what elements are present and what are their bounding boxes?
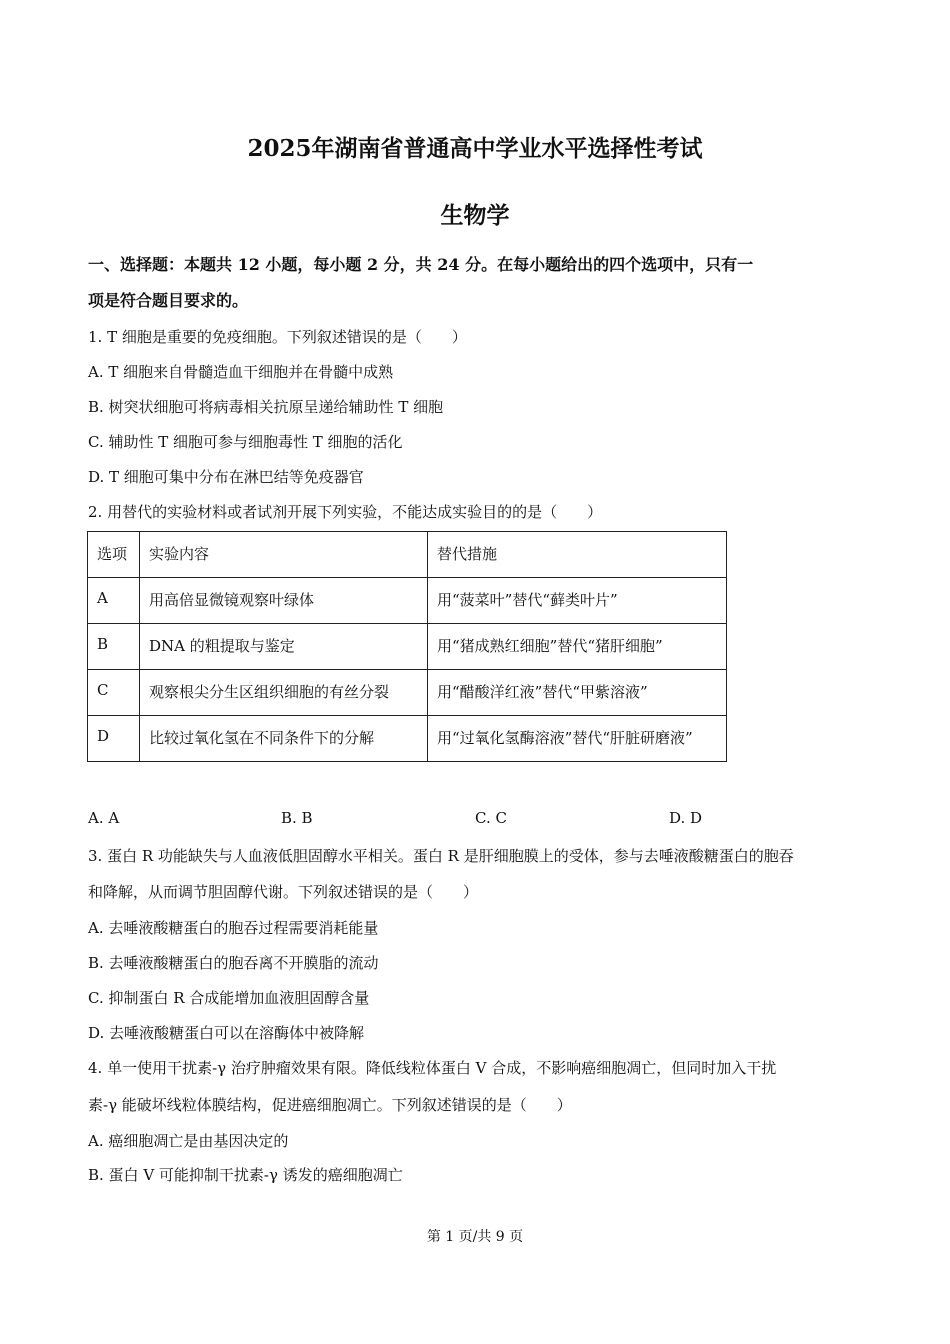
table-cell: 观察根尖分生区组织细胞的有丝分裂: [140, 670, 428, 716]
section-heading-line2: 项是符合题目要求的。: [88, 291, 249, 310]
q3-option-a: A. 去唾液酸糖蛋白的胞吞过程需要消耗能量: [88, 919, 379, 937]
q1-option-a: A. T 细胞来自骨髓造血干细胞并在骨髓中成熟: [88, 363, 394, 381]
q4-stem-line1: 4. 单一使用干扰素-γ 治疗肿瘤效果有限。降低线粒体蛋白 V 合成，不影响癌细胞凋亡，但同时加入干扰: [88, 1059, 777, 1077]
table-header-row: [88, 532, 727, 578]
section-heading-line1: 一、选择题：本题共 12 小题，每小题 2 分，共 24 分。在每小题给出的四个选项中，只有一: [88, 255, 754, 274]
q4-option-a: A. 癌细胞凋亡是由基因决定的: [88, 1132, 289, 1150]
table-cell: 用“菠菜叶”替代“藓类叶片”: [428, 578, 727, 624]
table-cell: 用高倍显微镜观察叶绿体: [140, 578, 428, 624]
table-cell: B: [88, 624, 140, 670]
q3-option-b: B. 去唾液酸糖蛋白的胞吞离不开膜脂的流动: [88, 954, 379, 972]
q1-option-c: C. 辅助性 T 细胞可参与细胞毒性 T 细胞的活化: [88, 433, 403, 451]
q3-stem-line1: 3. 蛋白 R 功能缺失与人血液低胆固醇水平相关。蛋白 R 是肝细胞膜上的受体，参与去唾液酸糖蛋白的胞吞: [88, 847, 794, 865]
q1-option-d: D. T 细胞可集中分布在淋巴结等免疫器官: [88, 468, 364, 486]
q3-option-d: D. 去唾液酸糖蛋白可以在溶酶体中被降解: [88, 1024, 365, 1042]
table-cell: A: [88, 578, 140, 624]
q2-stem: 2. 用替代的实验材料或者试剂开展下列实验，不能达成实验目的的是（ ）: [88, 503, 603, 521]
exam-title: 2025年湖南省普通高中学业水平选择性考试: [247, 135, 703, 162]
table-row: [88, 716, 727, 762]
q3-option-c: C. 抑制蛋白 R 合成能增加血液胆固醇含量: [88, 989, 370, 1007]
q2-answer-c: C. C: [475, 809, 507, 827]
table-cell: C: [88, 670, 140, 716]
table-header-cell: 替代措施: [428, 532, 727, 578]
q4-option-b: B. 蛋白 V 可能抑制干扰素-γ 诱发的癌细胞凋亡: [88, 1166, 403, 1184]
q3-stem-line2: 和降解，从而调节胆固醇代谢。下列叙述错误的是（ ）: [88, 883, 479, 901]
q2-answer-b: B. B: [281, 809, 313, 827]
table-header-cell: 实验内容: [140, 532, 428, 578]
table-row: [88, 624, 727, 670]
q2-answer-a: A. A: [88, 809, 120, 827]
q1-option-b: B. 树突状细胞可将病毒相关抗原呈递给辅助性 T 细胞: [88, 398, 444, 416]
table-cell: 用“醋酸洋红液”替代“甲紫溶液”: [428, 670, 727, 716]
table-cell: 比较过氧化氢在不同条件下的分解: [140, 716, 428, 762]
table-cell: 用“猪成熟红细胞”替代“猪肝细胞”: [428, 624, 727, 670]
table-header-cell: 选项: [88, 532, 140, 578]
subject-title: 生物学: [440, 202, 510, 229]
table-cell: 用“过氧化氢酶溶液”替代“肝脏研磨液”: [428, 716, 727, 762]
q2-answer-d: D. D: [669, 809, 703, 827]
table-cell: DNA 的粗提取与鉴定: [140, 624, 428, 670]
page-footer: 第 1 页/共 9 页: [426, 1229, 524, 1245]
table-row: [88, 578, 727, 624]
table-cell: D: [88, 716, 140, 762]
q4-stem-line2: 素-γ 能破坏线粒体膜结构，促进癌细胞凋亡。下列叙述错误的是（ ）: [88, 1096, 572, 1114]
q1-stem: 1. T 细胞是重要的免疫细胞。下列叙述错误的是（ ）: [88, 328, 467, 346]
experiment-table: [87, 531, 727, 762]
table-row: [88, 670, 727, 716]
